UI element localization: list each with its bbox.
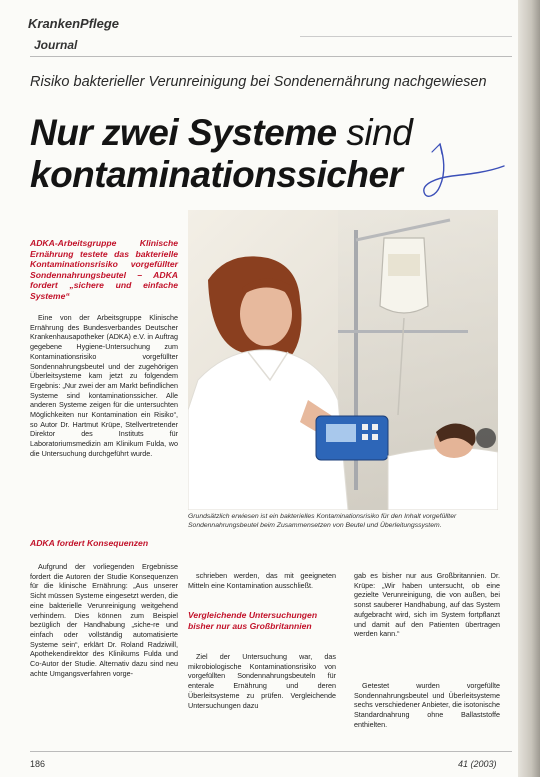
header-rule-top	[300, 36, 512, 37]
body-paragraph-1: Eine von der Arbeitsgruppe Klinische Ernährung des Bundesverbandes Deutscher Krankenhausapotheker (ADKA) e.V. in Auftrag gegebene Hygiene-Untersuchung zum Kontaminationsrisiko vorgefüllter Sondennahrungsbeutel und der zugehörigen Überleitsysteme kam jetzt zu folgendem Ergebnis: „Nur zwei der am Markt befindlichen Systeme sind kontaminationssicher. Alle anderen Systeme zeigen für die untersuchten Möglichkeiten nur Kontamination ein Risiko“, so Autor Dr. Hartmut Krüpe, Stellvertretender Direktor des Instituts für Laboratoriumsmedizin am Klinikum Fulda, wo die Untersuchung durchgeführt wurde.	[30, 313, 178, 458]
nurse-with-pump-illustration	[188, 210, 498, 510]
article-lead: ADKA-Arbeitsgruppe Klinische Ernährung testete das bakterielle Kontaminationsrisiko vorgefüllter Sondennahrungsbeutel – ADKA fordert „sichere und einfache Systeme“	[30, 238, 178, 301]
body-paragraph-5: gab es bisher nur aus Großbritannien. Dr. Krüpe: „Wir haben untersucht, ob eine gezielte Verunreinigung, die von außen, bei sonst sauberer Handhabung, auf das System aufgebracht wird, sich im System fortpflanzt und damit auf den Patienten übertragen werden kann.“	[354, 571, 500, 639]
subhead-consequences: ADKA fordert Konsequenzen	[30, 538, 149, 548]
body-paragraph-2: Aufgrund der vorliegenden Ergebnisse fordert die Autoren der Studie Konsequenzen für die klinische Ernährung: „Aus unserer Sicht müssen Systeme eingesetzt werden, die eine bakterielle Verunreinigung weitgehend verhindern. Dies können zum Beispiel bezüglich der Handhabung „siche-re und einfach oder vollständig automatisierte Systeme sein“, erklärt Dr. Roland Radziwill, Apothekendirektor des Klinikums Fulda und Co-Autor der Studie. Alternativ dazu sind neu achte Umgangsverfahren vorge-	[30, 562, 178, 678]
title-line2: kontaminationssicher	[30, 154, 403, 195]
page-edge-shadow	[518, 0, 540, 777]
journal-section: Journal	[34, 38, 78, 52]
issue-number: 41 (2003)	[458, 759, 497, 769]
body-paragraph-3: schrieben werden, das mit geeigneten Mitteln eine Kontamination ausschließt.	[188, 571, 336, 590]
article-photo	[188, 210, 498, 510]
journal-brand: KrankenPflege	[28, 16, 120, 31]
body-paragraph-6: Getestet wurden vorgefüllte Sondennahrungsbeutel und Überleitsysteme sechs verschiedener Anbieter, die isotonische Standardnahrung ohne Ballaststoffe enthielten.	[354, 681, 500, 729]
title-bold: Nur zwei Systeme	[30, 112, 337, 153]
body-paragraph-4: Ziel der Untersuchung war, das mikrobiologische Kontaminationsrisiko von vorgefüllten Sondennahrungsbeuteln für enterale Ernährung und deren Überleitsysteme zu prüfen. Vergleichende Untersuchungen dazu	[188, 652, 336, 710]
handwritten-mark-icon	[418, 138, 508, 208]
article-kicker: Risiko bakterieller Verunreinigung bei Sondenernährung nachgewiesen	[30, 74, 487, 90]
subhead-comparison: Vergleichende Untersuchungen bisher nur aus Großbritannien	[188, 610, 318, 631]
photo-caption: Grundsätzlich erwiesen ist ein bakterielles Kontaminationsrisiko für den Inhalt vorgefüllter Sondennahrungsbeutel beim Zusammensetzen von Beutel und Überleitungssystem.	[188, 513, 457, 529]
header-rule	[30, 56, 512, 57]
footer-rule	[30, 751, 512, 752]
title-light: sind	[346, 112, 413, 153]
page-number: 186	[30, 759, 46, 769]
